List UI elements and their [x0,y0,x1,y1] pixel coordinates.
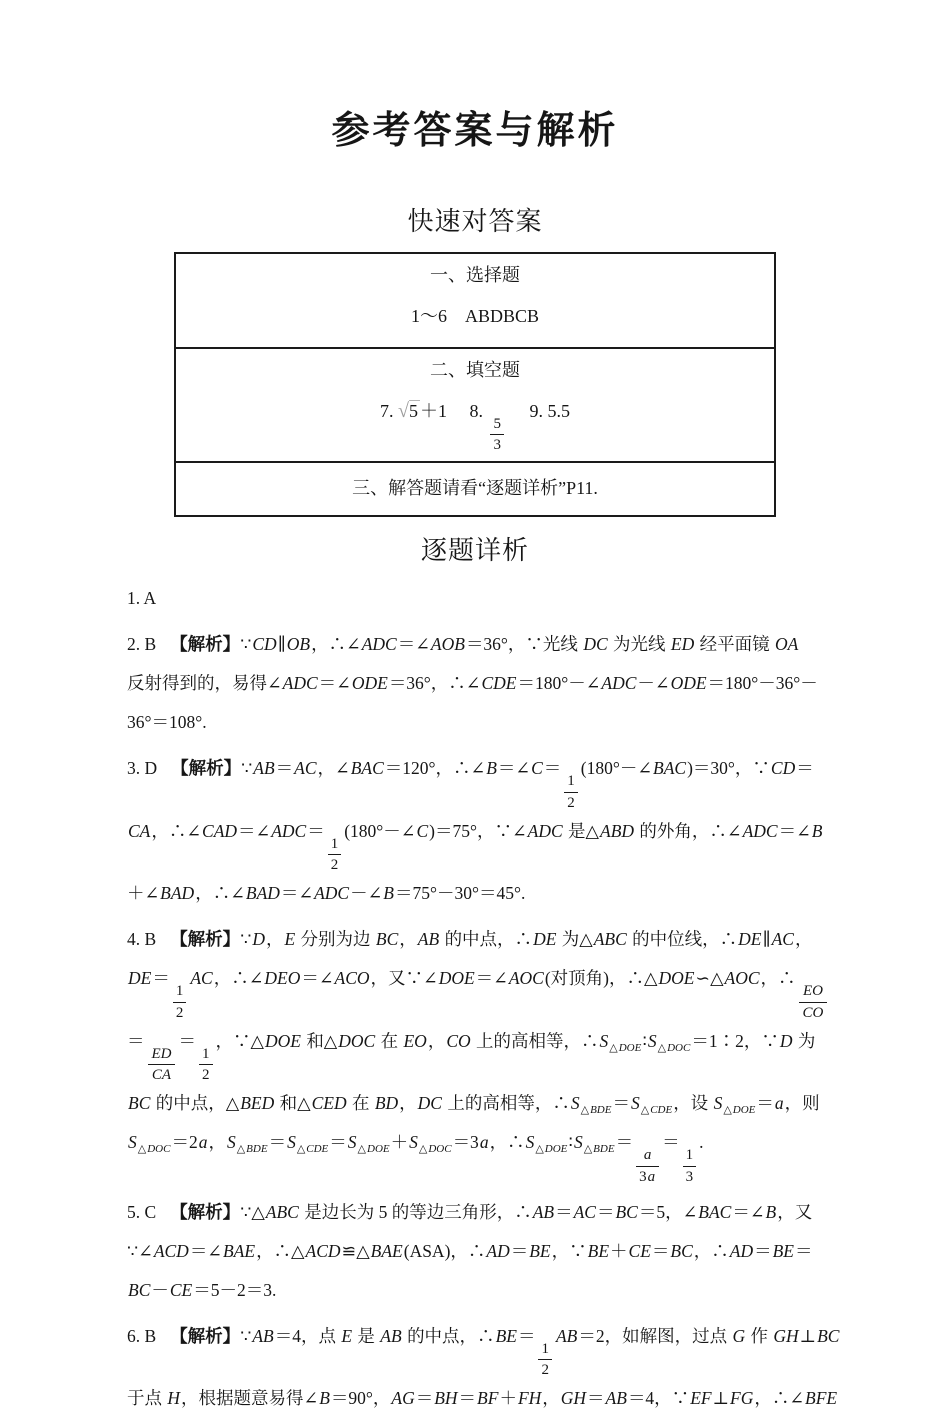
solution-text: 【解析】∵AB＝4，点 E 是 AB 的中点，∴BE＝ $\frac{1}{2}$ AB＝2，如解图，过点 G 作 GH⊥BC [170,1326,840,1346]
answer-item-3 [127,749,823,913]
solution-line: ∵∠ACD＝∠BAE，∴△ACD≌△BAE(ASA)，∴AD＝BE，∵BE＋CE＝BC，∴AD＝BE＝ [127,1232,823,1271]
solution-line: ＋∠BAD，∴∠BAD＝∠ADC－∠B＝75°－30°＝45°. [127,874,823,913]
page-title: 参考答案与解析 [0,0,950,156]
solution-line: BC 的中点，△BED 和△CED 在 BD，DC 上的高相等，$\therefore S_{\triangle BDE}=S_{\triangle CDE}$，设 $S_{\triangle DOE}=a$，则 [127,1084,823,1123]
solution-line: $S_{\triangle DOC}=2a$，$S_{\triangle BDE}=S_{\triangle CDE}=S_{\triangle DOE}+S_{\triangle DOC}=3a$，$\therefore S_{\triangle DOE}∶S_{\triangle BDE}=$ $\frac{a}{3a}$ ＝ $\frac{1}{3}$ . [127,1123,823,1186]
item-label: 3. D [127,758,157,778]
quick-answer-table [174,252,776,518]
fill-section-label: 二、填空题 [176,354,774,387]
item-label: 6. B [127,1326,156,1346]
solution-text: 【解析】∵△ABC 是边长为 5 的等边三角形，∴AB＝AC＝BC＝5，∠BAC＝∠B，又 [170,1202,812,1222]
answer-item-4 [127,920,823,1186]
answer-item-5 [127,1193,823,1310]
choice-answers: 1～6 ABDBCB [176,292,774,340]
table-row-choice [176,254,774,347]
fill-answers: 7. √5 ＋1 8. $\frac{5}{3}$ 9. 5.5 [176,387,774,455]
solution-line [127,625,823,664]
answer-item-2 [127,625,823,742]
quick-answers-section-title: 快速对答案 [0,204,950,238]
table-row-solution-note [176,461,774,515]
solution-text: 【解析】∵AB＝AC，∠BAC＝120°，∴∠B＝∠C＝ $\frac{1}{2}$ (180°－∠BAC)＝30°，∵CD＝ [171,758,814,778]
solutions-list [127,579,823,1418]
solution-line [127,1317,823,1380]
solution-line [127,1193,823,1232]
solution-line: 于点 H，根据题意易得∠B＝90°，AG＝BH＝BF＋FH，GH＝AB＝4，∵EF⊥FG，∴∠BFE [127,1379,823,1418]
detail-section-title: 逐题详析 [0,533,950,567]
solution-text: 【解析】∵CD∥OB，∴∠ADC＝∠AOB＝36°，∵光线 DC 为光线 ED 经平面镜 OA [170,634,799,654]
answer-item-6 [127,1317,823,1418]
solution-line: DE＝ $\frac{1}{2}$ AC，∴∠DEO＝∠ACO，又∵∠DOE＝∠AOC(对顶角)，∴△DOE∽△AOC，∴ $\frac{EO}{CO}$ [127,959,823,1022]
table-row-fill [176,347,774,462]
solution-line: 反射得到的，易得∠ADC＝∠ODE＝36°，∴∠CDE＝180°－∠ADC－∠ODE＝180°－36°－ [127,664,823,703]
item-label: 5. C [127,1202,156,1222]
item-label: 1. A [127,588,156,608]
solution-text: 【解析】∵D，E 分别为边 BC，AB 的中点，∴DE 为△ABC 的中位线，∴DE∥AC， [170,929,812,949]
solution-line: CA，∴∠CAD＝∠ADC＝ $\frac{1}{2}$ (180°－∠C)＝75°，∵∠ADC 是△ABD 的外角，∴∠ADC＝∠B [127,812,823,875]
item-label: 4. B [127,929,156,949]
choice-section-label: 一、选择题 [176,259,774,292]
solution-line [127,579,823,618]
solution-line: 36°＝108°. [127,703,823,742]
solution-line [127,749,823,812]
solution-line: ＝ $\frac{ED}{CA}$ ＝ $\frac{1}{2}$ ，∵△DOE 和△DOC 在 EO，CO 上的高相等，$\therefore S_{\triangle DOE}∶S_{\triangle DOC}=1∶2$，∵D 为 [127,1022,823,1085]
solution-line [127,920,823,959]
answer-item-1 [127,579,823,618]
solution-note: 三、解答题请看“逐题详析”P11. [176,468,774,508]
item-label: 2. B [127,634,156,654]
solution-line: BC－CE＝5－2＝3. [127,1271,823,1310]
